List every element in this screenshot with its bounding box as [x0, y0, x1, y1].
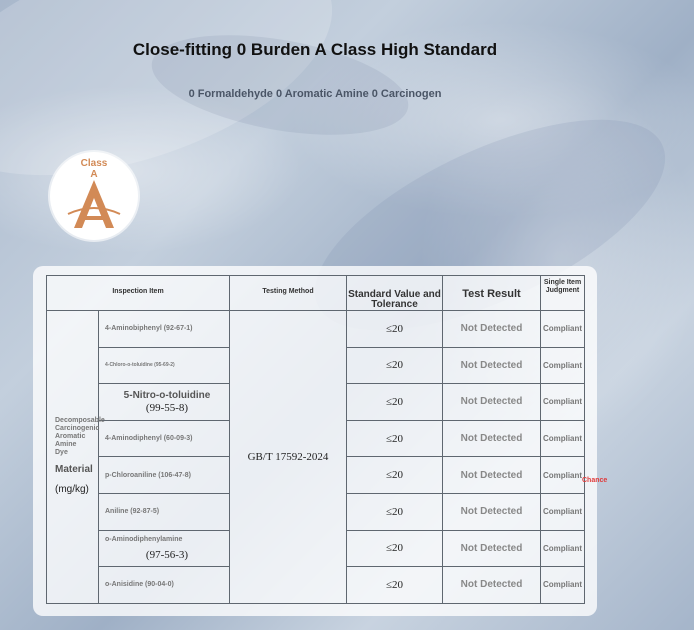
item-name [99, 530, 230, 567]
header-testing-method: Testing Method [230, 276, 347, 311]
page-title: Close-fitting 0 Burden A Class High Standard [132, 40, 498, 59]
testing-method-cell: GB/T 17592-2024 [230, 311, 347, 604]
test-result: Not Detected [443, 384, 541, 421]
judgment: Compliant [541, 567, 585, 604]
letter-a-icon [64, 174, 124, 234]
test-result: Not Detected [443, 420, 541, 457]
judgment: Compliant [541, 384, 585, 421]
standard-value: ≤20 [347, 530, 443, 567]
item-name: o-Anisidine (90-04-0) [99, 567, 230, 604]
badge-line-a: A [90, 169, 98, 180]
judgment: Compliant [541, 420, 585, 457]
item-cas-number: (99-55-8) [145, 401, 189, 414]
category-line: Decomposable [55, 416, 105, 424]
fabric-fold [144, 18, 416, 152]
item-label: o-Aminodiphenylamine [105, 535, 183, 543]
standard-value: ≤20 [347, 347, 443, 384]
test-result: Not Detected [443, 530, 541, 567]
judgment: Compliant [541, 311, 585, 348]
test-result: Not Detected [443, 493, 541, 530]
judgment: Compliant [541, 493, 585, 530]
standard-value: ≤20 [347, 311, 443, 348]
test-result: Not Detected [443, 457, 541, 494]
standard-value: ≤20 [347, 493, 443, 530]
category-line: Aromatic Amine [55, 432, 86, 448]
header-test-result: Test Result [443, 276, 541, 311]
header-standard-value: Standard Value and Tolerance [347, 276, 443, 311]
class-a-badge [50, 152, 138, 240]
item-name: 4-Aminodiphenyl (60-09-3) [99, 420, 230, 457]
inspection-table [46, 275, 585, 604]
item-name: Aniline (92-87-5) [99, 493, 230, 530]
item-name [99, 384, 230, 421]
item-name: 4-Aminobiphenyl (92-67-1) [99, 311, 230, 348]
standard-value: ≤20 [347, 420, 443, 457]
judgment: Compliant [541, 457, 585, 494]
item-cas-number: (97-56-3) [145, 548, 189, 561]
category-unit: (mg/kg) [55, 483, 89, 495]
test-result: Not Detected [443, 567, 541, 604]
table-row [47, 311, 585, 348]
judgment: Compliant [541, 530, 585, 567]
stray-label: Chance [582, 477, 608, 484]
standard-value: ≤20 [347, 457, 443, 494]
page-subtitle: 0 Formaldehyde 0 Aromatic Amine 0 Carcinogen [188, 88, 442, 100]
badge-line-class: Class [80, 158, 108, 169]
item-name: 4-Chloro-o-toluidine (95-69-2) [99, 347, 230, 384]
category-line: Dye [55, 448, 68, 456]
test-result: Not Detected [443, 311, 541, 348]
category-cell [47, 311, 105, 604]
table-header-row [47, 276, 585, 311]
category-material: Material [55, 463, 93, 475]
item-name: p-Chloroaniline (106-47-8) [99, 457, 230, 494]
test-result: Not Detected [443, 347, 541, 384]
header-judgment: Single Item Judgment [541, 276, 585, 311]
category-line: Carcinogenic [55, 424, 100, 432]
standard-value: ≤20 [347, 384, 443, 421]
header-inspection-item: Inspection Item [47, 276, 230, 311]
item-label: 5-Nitro-o-toluidine [123, 389, 211, 401]
judgment: Compliant [541, 347, 585, 384]
standard-value: ≤20 [347, 567, 443, 604]
